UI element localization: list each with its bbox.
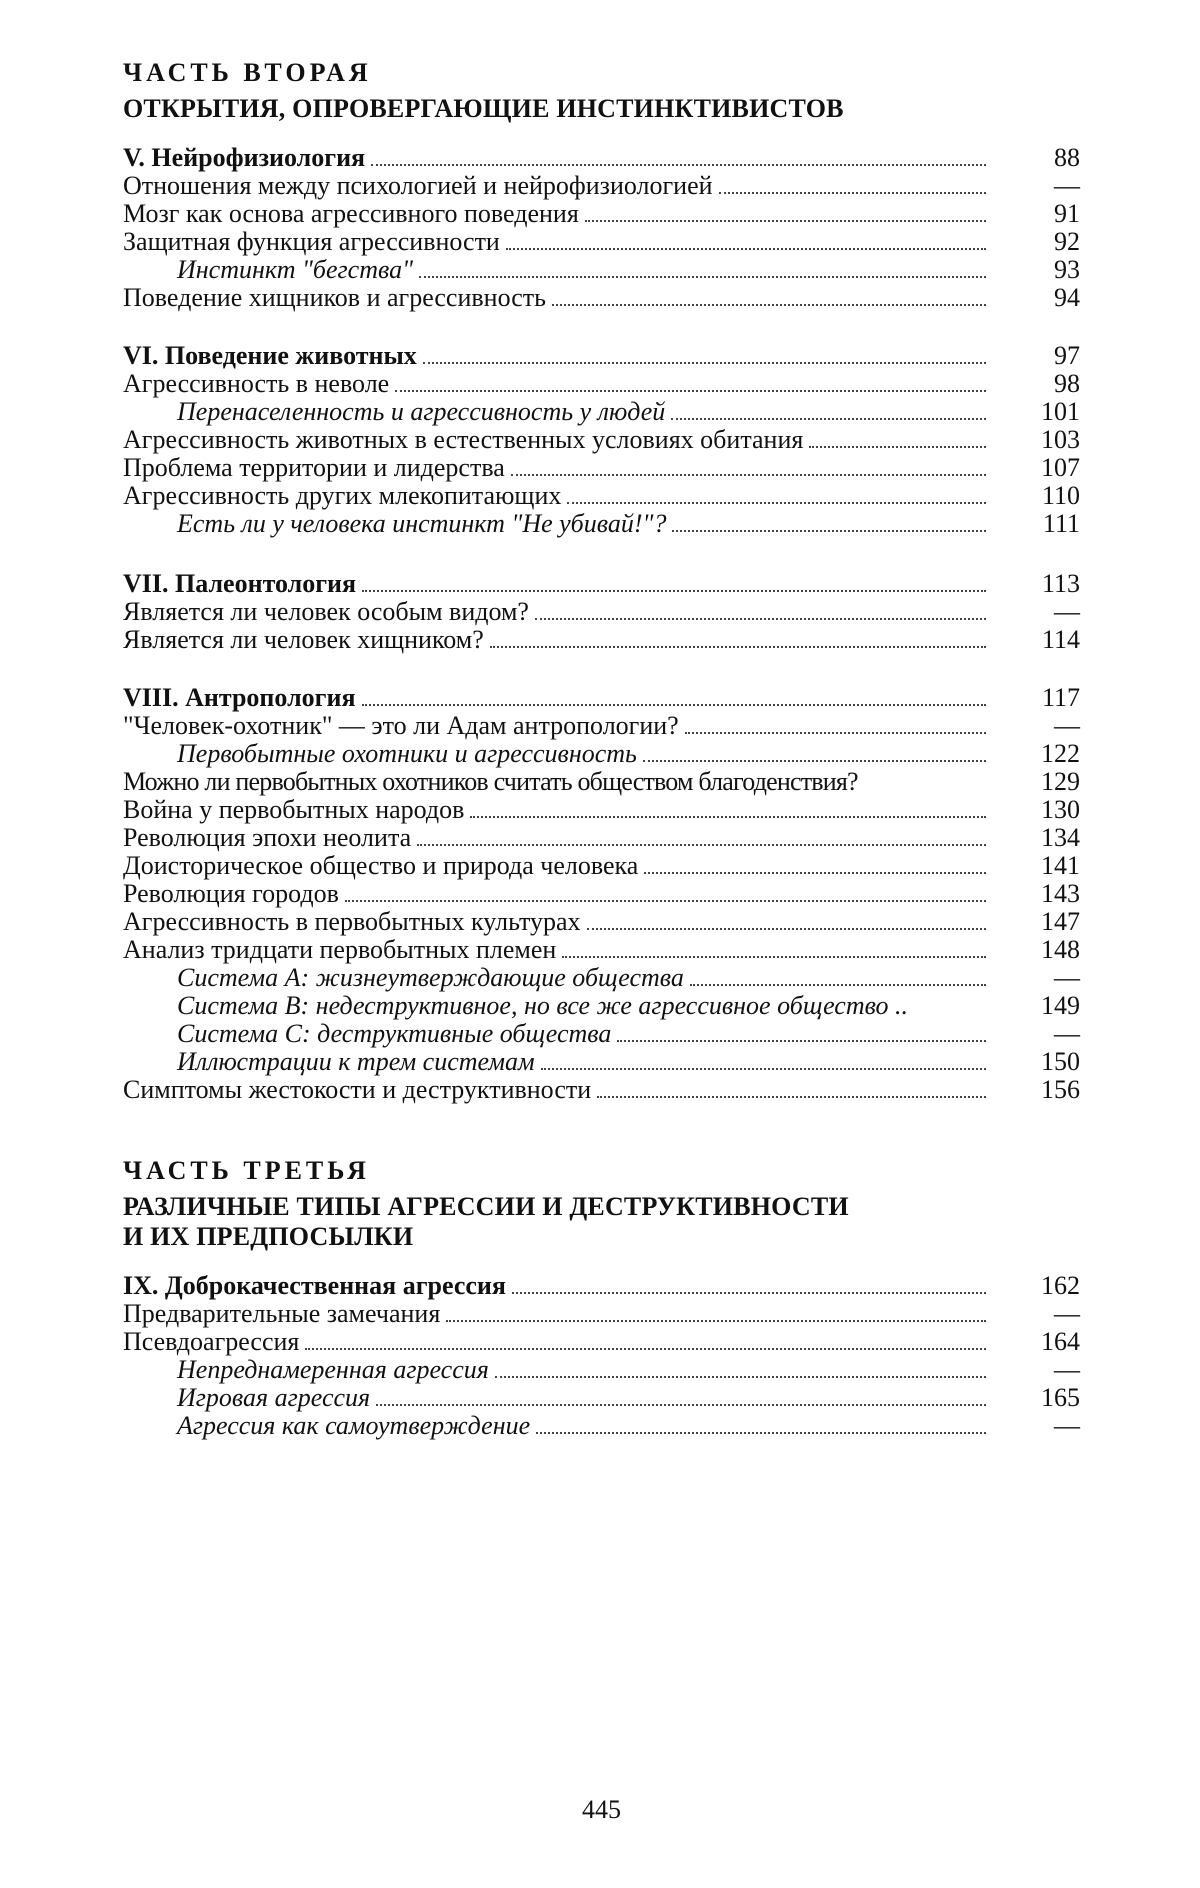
entry-text: VI. Поведение животных [123, 341, 417, 370]
dot-leader [644, 872, 986, 874]
entry-page: 98 [1054, 369, 1080, 398]
entry-page: 94 [1054, 283, 1080, 312]
entry-text: Отношения между психологией и нейрофизиологией [123, 171, 713, 200]
dot-leader [490, 646, 986, 648]
entry-page: 149 [1041, 991, 1080, 1020]
part-three-title-line-2: И ИХ ПРЕДПОСЫЛКИ [123, 1222, 414, 1251]
entry-page: 130 [1041, 795, 1080, 824]
entry-page: 107 [1041, 453, 1080, 482]
entry-page: 110 [1041, 481, 1080, 510]
entry-text: "Человек-охотник" — это ли Адам антропологии? [123, 711, 679, 740]
part-three-title-line-1: РАЗЛИЧНЫЕ ТИПЫ АГРЕССИИ И ДЕСТРУКТИВНОСТИ [123, 1192, 849, 1221]
dot-leader [536, 1432, 986, 1434]
entry-page: 91 [1054, 199, 1080, 228]
entry-page: — [1054, 963, 1080, 992]
page-number: 445 [582, 1795, 621, 1824]
entry-page: 150 [1041, 1047, 1080, 1076]
dot-leader [512, 1292, 986, 1294]
toc-entry [123, 280, 1080, 316]
entry-text: Инстинкт "бегства" [177, 255, 414, 284]
entry-text: Является ли человек хищником? [123, 625, 484, 654]
dot-leader [617, 1040, 986, 1042]
entry-page: 162 [1041, 1271, 1080, 1300]
entry-text: Есть ли у человека инстинкт "Не убивай!"? [177, 509, 667, 538]
entry-text: Можно ли первобытных охотников считать обществом благоденствия? [123, 767, 858, 796]
dot-leader [672, 530, 986, 532]
entry-text: Мозг как основа агрессивного поведения [123, 199, 579, 228]
entry-text: Агрессивность в первобытных культурах [123, 907, 581, 936]
entry-page: 134 [1041, 823, 1080, 852]
entry-text: Проблема территории и лидерства [123, 453, 505, 482]
dot-leader [345, 900, 986, 902]
entry-text: Агрессивность животных в естественных условиях обитания [123, 425, 804, 454]
entry-page: 122 [1041, 739, 1080, 768]
dot-leader [671, 418, 986, 420]
entry-page: 97 [1054, 341, 1080, 370]
entry-page: 113 [1041, 569, 1080, 598]
entry-text: VIII. Антропология [123, 683, 356, 712]
entry-text: Поведение хищников и агрессивность [123, 283, 546, 312]
dot-leader [511, 474, 986, 476]
dot-leader [395, 390, 986, 392]
dot-leader [552, 304, 986, 306]
entry-text: Первобытные охотники и агрессивность [177, 739, 637, 768]
dot-leader [446, 1320, 986, 1322]
dot-leader [305, 1348, 986, 1350]
entry-page: — [1054, 597, 1080, 626]
entry-page: — [1054, 711, 1080, 740]
entry-page: 114 [1041, 625, 1080, 654]
dot-leader [417, 844, 986, 846]
entry-text: Революция эпохи неолита [123, 823, 412, 852]
entry-text: Симптомы жестокости и деструктивности [123, 1075, 592, 1104]
entry-text: Революция городов [123, 879, 339, 908]
entry-page: 164 [1041, 1327, 1080, 1356]
dot-leader [423, 362, 986, 364]
dot-leader [541, 1068, 986, 1070]
dot-leader [506, 248, 986, 250]
entry-text: IX. Доброкачественная агрессия [123, 1271, 506, 1300]
entry-page: 165 [1041, 1383, 1080, 1412]
toc-entry [123, 1072, 1080, 1108]
part-two-label: ЧАСТЬ ВТОРАЯ [123, 58, 372, 87]
entry-text: Предварительные замечания [123, 1299, 441, 1328]
entry-text: Непреднамеренная агрессия [177, 1355, 489, 1384]
entry-page: — [1054, 171, 1080, 200]
dot-leader [685, 732, 986, 734]
entry-text: Система В: недеструктивное, но все же агрессивное общество .. [177, 991, 909, 1020]
dot-leader [495, 1376, 986, 1378]
dot-leader [719, 192, 986, 194]
dot-leader [587, 928, 986, 930]
entry-page: 156 [1041, 1075, 1080, 1104]
entry-text: VII. Палеонтология [123, 569, 357, 598]
part-two-title: ОТКРЫТИЯ, ОПРОВЕРГАЮЩИЕ ИНСТИНКТИВИСТОВ [123, 94, 844, 123]
entry-page: 141 [1041, 851, 1080, 880]
dot-leader [470, 816, 986, 818]
entry-text: Доисторическое общество и природа человека [123, 851, 639, 880]
entry-page: 92 [1054, 227, 1080, 256]
dot-leader [362, 704, 986, 706]
entry-page: 129 [1041, 767, 1080, 796]
entry-text: Анализ тридцати первобытных племен [123, 935, 557, 964]
dot-leader [562, 956, 986, 958]
part-three-label: ЧАСТЬ ТРЕТЬЯ [123, 1156, 370, 1185]
entry-text: Война у первобытных народов [123, 795, 465, 824]
entry-page: 143 [1041, 879, 1080, 908]
entry-text: Является ли человек особым видом? [123, 597, 529, 626]
entry-page: 147 [1041, 907, 1080, 936]
entry-page: 111 [1042, 509, 1080, 538]
entry-text: Агрессивность в неволе [123, 369, 390, 398]
entry-page: 103 [1041, 425, 1080, 454]
entry-page: — [1054, 1411, 1080, 1440]
entry-text: Защитная функция агрессивности [123, 227, 500, 256]
dot-leader [419, 276, 986, 278]
dot-leader [643, 760, 986, 762]
entry-page: 93 [1054, 255, 1080, 284]
entry-text: Система С: деструктивные общества [177, 1019, 612, 1048]
dot-leader [535, 618, 986, 620]
dot-leader [567, 502, 986, 504]
entry-text: Система А: жизнеутверждающие общества [177, 963, 684, 992]
entry-text: Игровая агрессия [177, 1383, 371, 1412]
dot-leader [376, 1404, 986, 1406]
dot-leader [809, 446, 986, 448]
entry-page: 101 [1041, 397, 1080, 426]
entry-page: — [1054, 1355, 1080, 1384]
entry-page: 88 [1054, 143, 1080, 172]
toc-subentry [123, 506, 1080, 542]
entry-text: Агрессивность других млекопитающих [123, 481, 562, 510]
dot-leader [362, 590, 986, 592]
dot-leader [371, 164, 986, 166]
entry-text: V. Нейрофизиология [123, 143, 366, 172]
entry-text: Агрессия как самоутверждение [177, 1411, 531, 1440]
dot-leader [690, 984, 986, 986]
entry-page: 148 [1041, 935, 1080, 964]
entry-text: Перенаселенность и агрессивность у людей [177, 397, 666, 426]
dot-leader [597, 1096, 986, 1098]
entry-text: Иллюстрации к трем системам [177, 1047, 535, 1076]
dot-leader [585, 220, 986, 222]
entry-text: Псевдоагрессия [123, 1327, 300, 1356]
toc-subentry [123, 1408, 1080, 1444]
toc-entry [123, 622, 1080, 658]
entry-page: 117 [1041, 683, 1080, 712]
entry-page: — [1054, 1299, 1080, 1328]
entry-page: — [1054, 1019, 1080, 1048]
